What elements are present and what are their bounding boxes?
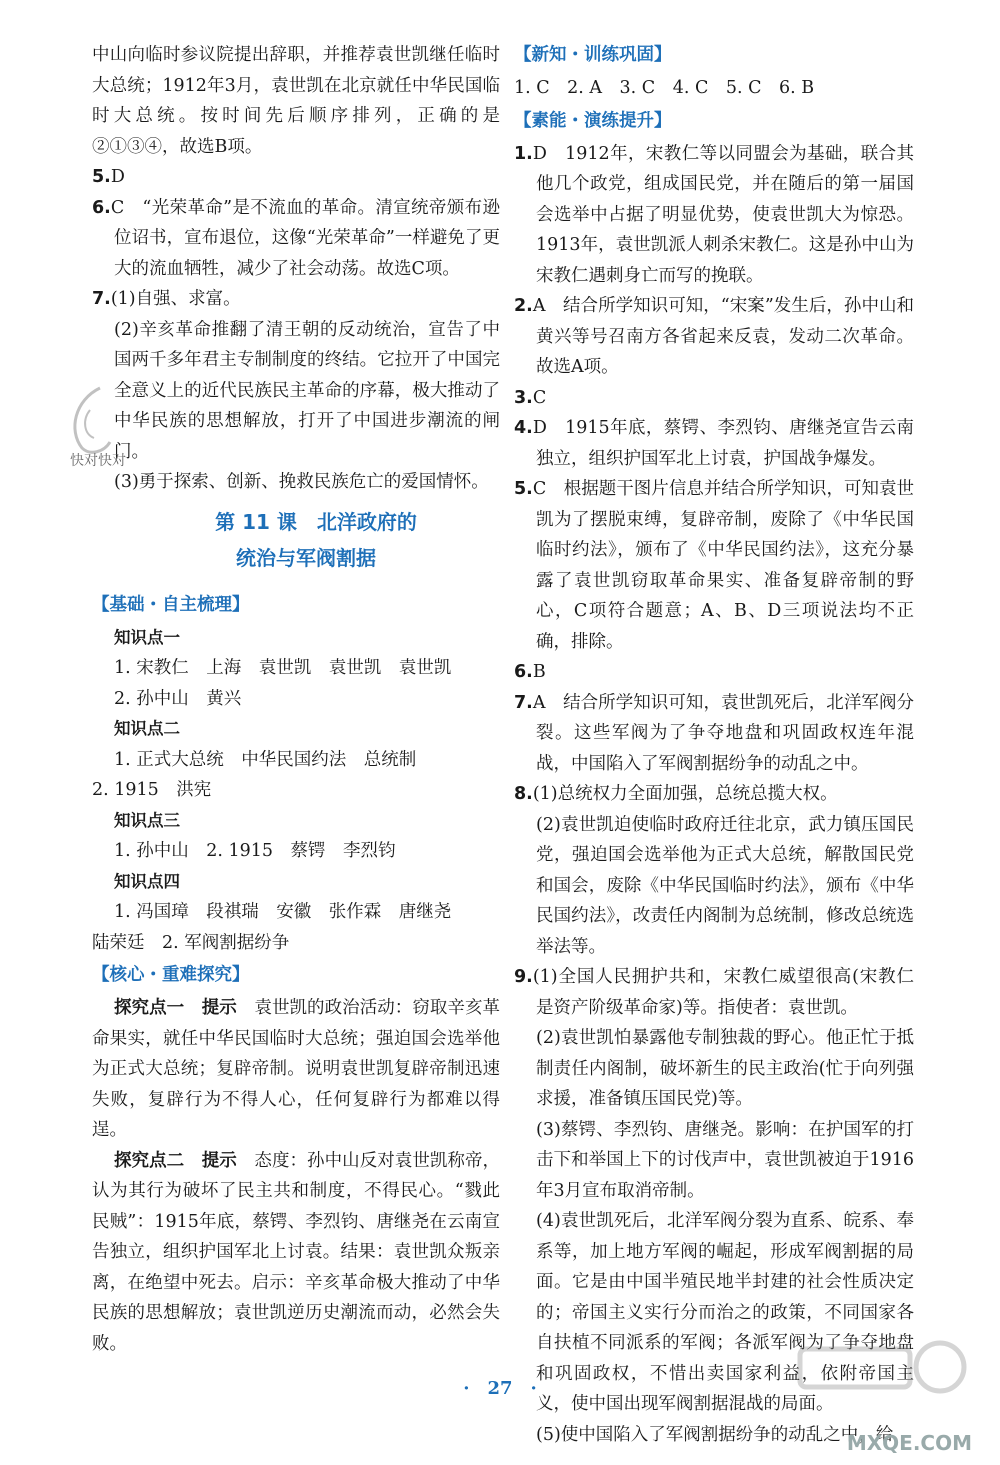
ability-answer-1: 1.D 1912年，宋教仁等以同盟会为基础，联合其他几个政党，组成国民党，并在随后的第一届国会选举中占据了明显优势，使袁世凯大为惊恐。1913年，袁世凯派人刺杀宋教仁。这是孙中山为宋教仁遇刺身亡而写的挽联。 <box>514 143 914 286</box>
ability-answer-9-1: 9.(1)全国人民拥护共和，宋教仁威望很高(宋教仁是资产阶级革命家)等。指使者：袁世凯。 <box>514 967 914 1018</box>
answer-7-3: (3)勇于探索、创新、挽救民族危亡的爱国情怀。 <box>114 472 489 492</box>
ability-answer-9-2: (2)袁世凯怕暴露他专制独裁的野心。他正忙于抵制责任内阁制，破坏新生的民主政治(忙于向列强求援，准备镇压国民党)等。 <box>536 1028 914 1109</box>
ability-answer-7: 7.A 结合所学知识可知，袁世凯死后，北洋军阀分裂。这些军阀为了争夺地盘和巩固政权连年混战，中国陷入了军阀割据纷争的动乱之中。 <box>514 692 914 774</box>
ability-answer-6: 6.B <box>514 662 546 682</box>
lesson-title: 第 11 课 北洋政府的 统治与军阀割据 <box>215 509 417 570</box>
kp1-line2: 2. 孙中山 黄兴 <box>114 688 242 709</box>
watermark-logo-icon <box>790 1327 970 1447</box>
ability-answer-8-1: 8.(1)总统权力全面加强，总统总揽大权。 <box>514 784 838 804</box>
ability-answer-2: 2.A 结合所学知识可知，“宋案”发生后，孙中山和黄兴等号召南方各省起来反袁，发动二次革命。故选A项。 <box>514 296 914 377</box>
knowledge-point-2-title: 知识点二 <box>114 719 180 738</box>
knowledge-point-4-title: 知识点四 <box>114 871 180 891</box>
section-basic: 【基础・自主梳理】 <box>92 594 250 615</box>
watermark-text: MXQE.COM <box>846 1431 972 1455</box>
section-new-knowledge: 【新知・训练巩固】 <box>514 45 672 65</box>
ability-answer-4: 4.D 1915年底，蔡锷、李烈钧、唐继尧宣告云南独立，组织护国军北上讨袁，护国战争爆发。 <box>514 418 914 469</box>
ability-answer-3: 3.C <box>514 387 547 408</box>
kp4-line2: 陆荣廷 2. 军阀割据纷争 <box>92 932 290 953</box>
answer-5: 5.D <box>92 167 125 187</box>
knowledge-point-1-title: 知识点一 <box>114 627 180 647</box>
ability-answer-9-4: (4)袁世凯死后，北洋军阀分裂为直系、皖系、奉系等，加上地方军阀的崛起，形成军阀割据的局面。它是由中国半殖民地半封建的社会性质决定的；帝国主义实行分而治之的政策，不同国家各自扶植不同派系的军阀；各派军阀为了争夺地盘和巩固政权，不惜出卖国家利益，依附帝国主义，使中国出现军阀割据混战的局面。 <box>536 1211 914 1414</box>
section-core: 【核心・重难探究】 <box>92 965 250 985</box>
kp2-line1: 1. 正式大总统 中华民国约法 总统制 <box>114 749 417 770</box>
page-number: · 27 · <box>463 1378 537 1399</box>
ability-answer-5: 5.C 根据题干图片信息并结合所学知识，可知袁世凯为了摆脱束缚，复辟帝制，废除了《中华民国临时约法》，颁布了《中华民国约法》，这充分暴露了袁世凯窃取革命果实、准备复辟帝制的野心，C项符合题意；A、B、D三项说法均不正确，排除。 <box>514 479 914 652</box>
knowledge-point-3-title: 知识点三 <box>114 810 180 830</box>
explore-1: 探究点一 提示 袁世凯的政治活动：窃取辛亥革命果实，就任中华民国临时大总统；强迫国会选举他为正式大总统；复辟帝制。说明袁世凯复辟帝制迅速失败，复辟行为不得人心，任何复辟行为都难以得逞。 <box>92 998 501 1140</box>
answer-7-1: 7.(1)自强、求富。 <box>92 289 241 309</box>
explore-2: 探究点二 提示 态度：孙中山反对袁世凯称帝，认为其行为破坏了民主共和制度，不得民心。“戮此民贼”：1915年底，蔡锷、李烈钧、唐继尧在云南宣告独立，组织护国军北上讨袁。结果：袁世凯众叛亲离，在绝望中死去。启示：辛亥革命极大推动了中华民族的思想解放；袁世凯逆历史潮流而动，必然会失败。 <box>92 1150 501 1354</box>
intro-paragraph: 中山向临时参议院提出辞职，并推荐袁世凯继任临时大总统；1912年3月，袁世凯在北京就任中华民国临时大总统。按时间先后顺序排列，正确的是②①③④，故选B项。 <box>92 45 500 157</box>
kp1-line1: 1. 宋教仁 上海 袁世凯 袁世凯 袁世凯 <box>114 658 452 678</box>
ability-answer-9-3: (3)蔡锷、李烈钧、唐继尧。影响：在护国军的打击下和举国上下的讨伐声中，袁世凯被迫于1916年3月宣布取消帝制。 <box>536 1119 914 1201</box>
right-column <box>514 40 914 1450</box>
ability-answer-8-2: (2)袁世凯迫使临时政府迁往北京，武力镇压国民党，强迫国会选举他为正式大总统，解散国民党和国会，废除《中华民国临时约法》，颁布《中华民国约法》，改责任内阁制为总统制，修改总统选举法等。 <box>536 814 914 957</box>
left-column <box>92 40 500 1359</box>
kp3-line1: 1. 孙中山 2. 1915 蔡锷 李烈钧 <box>114 841 396 861</box>
stamp-text: 快对快对 <box>70 453 126 469</box>
answer-7-2: (2)辛亥革命推翻了清王朝的反动统治，宣告了中国两千多年君主专制制度的终结。它拉开了中国完全意义上的近代民族民主革命的序幕，极大推动了中华民族的思想解放，打开了中国进步潮流的闸门。 <box>114 319 500 462</box>
section-ability: 【素能・演练提升】 <box>514 110 672 131</box>
new-knowledge-answers: 1. C 2. A 3. C 4. C 5. C 6. B <box>514 78 815 98</box>
kp2-line2: 2. 1915 洪宪 <box>92 780 212 800</box>
stamp-mark-icon <box>60 380 130 460</box>
answer-6: 6.C “光荣革命”是不流血的革命。清宣统帝颁布逊位诏书，宣布退位，这像“光荣革命”一样避免了更大的流血牺牲，减少了社会动荡。故选C项。 <box>92 197 500 279</box>
ability-answer-9-5: (5)使中国陷入了军阀割据纷争的动乱之中，给 <box>536 1424 894 1445</box>
kp4-line1: 1. 冯国璋 段祺瑞 安徽 张作霖 唐继尧 <box>114 902 452 922</box>
